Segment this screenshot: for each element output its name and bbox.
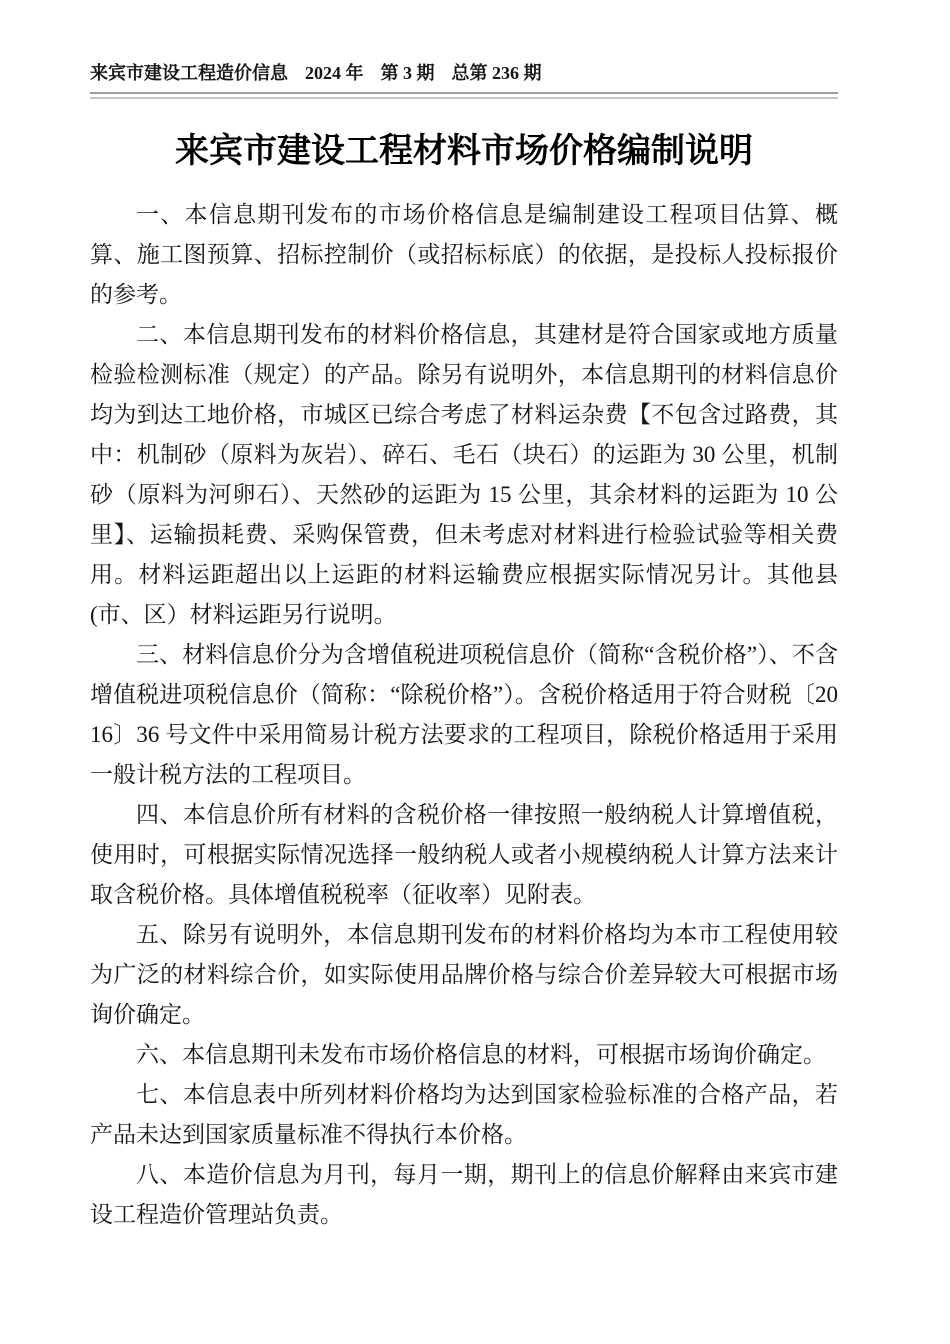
paragraph-8: 八、本造价信息为月刊，每月一期，期刊上的信息价解释由来宾市建设工程造价管理站负责。: [90, 1161, 838, 1227]
paragraph-1: 一、本信息期刊发布的市场价格信息是编制建设工程项目估算、概算、施工图预算、招标控制价（或招标标底）的依据，是投标人投标报价的参考。: [90, 201, 838, 307]
paragraph-3: 三、材料信息价分为含增值税进项税信息价（简称“含税价格”）、不含增值税进项税信息价（简称：“除税价格”）。含税价格适用于符合财税〔2016〕36 号文件中采用简易计税方法要求的工程项目，除税价格适用于采用一般计税方法的工程项目。: [90, 641, 838, 787]
paragraph-5: 五、除另有说明外，本信息期刊发布的材料价格均为本市工程使用较为广泛的材料综合价，如实际使用品牌价格与综合价差异较大可根据市场询价确定。: [90, 921, 838, 1027]
header-double-rule: [90, 92, 838, 99]
paragraph-4: 四、本信息价所有材料的含税价格一律按照一般纳税人计算增值税，使用时，可根据实际情况选择一般纳税人或者小规模纳税人计算方法来计取含税价格。具体增值税税率（征收率）见附表。: [90, 801, 838, 907]
document-body: [90, 195, 838, 1235]
journal-year: 2024 年: [305, 63, 364, 83]
journal-total-issue: 总第 236 期: [451, 63, 542, 83]
page-header: [90, 62, 838, 85]
paragraph-7: 七、本信息表中所列材料价格均为达到国家检验标准的合格产品，若产品未达到国家质量标准不得执行本价格。: [90, 1081, 838, 1147]
journal-name: 来宾市建设工程造价信息: [90, 63, 288, 83]
paragraph-6: 六、本信息期刊未发布市场价格信息的材料，可根据市场询价确定。: [136, 1041, 826, 1067]
document-title: 来宾市建设工程材料市场价格编制说明: [175, 132, 753, 170]
paragraph-2: 二、本信息期刊发布的材料价格信息，其建材是符合国家或地方质量检验检测标准（规定）的产品。除另有说明外，本信息期刊的材料信息价均为到达工地价格，市城区已综合考虑了材料运杂费【不包含过路费，其中：机制砂（原料为灰岩）、碎石、毛石（块石）的运距为 30 公里，机制砂（原料为河卵石）、天然砂的运距为 15 公里，其余材料的运距为 10 公里】、运输损耗费、采购保管费，但未考虑对材料进行检验试验等相关费用。材料运距超出以上运距的材料运输费应根据实际情况另计。其他县(市、区）材料运距另行说明。: [90, 321, 838, 627]
journal-issue: 第 3 期: [380, 63, 435, 83]
